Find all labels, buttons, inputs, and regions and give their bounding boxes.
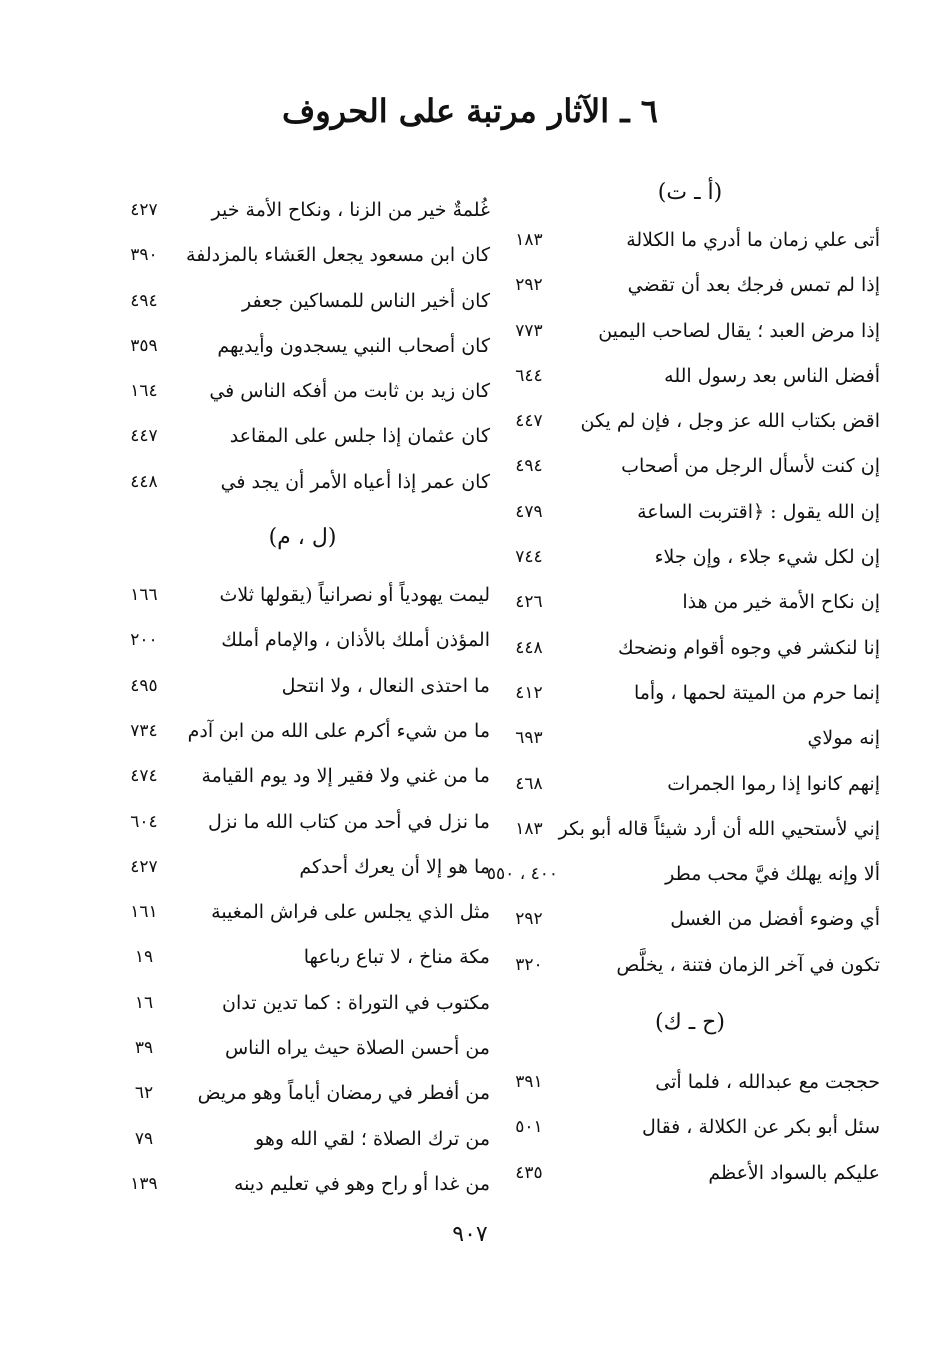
entry-text: من أحسن الصلاة حيث يراه الناس	[224, 1037, 490, 1060]
index-entry	[500, 399, 880, 444]
index-entry	[115, 981, 490, 1026]
entry-text: أتى علي زمان ما أدري ما الكلالة	[626, 229, 880, 251]
index-entry	[500, 309, 880, 354]
index-column-left	[115, 168, 490, 1207]
entry-text: المؤذن أملك بالأذان ، والإمام أملك	[221, 629, 490, 652]
entry-text: ما نزل في أحد من كتاب الله ما نزل	[208, 810, 490, 833]
entry-list	[115, 188, 490, 505]
entry-page-number: ٤٢٧	[130, 200, 158, 220]
index-entry	[115, 460, 490, 505]
entry-text: عليكم بالسواد الأعظم	[708, 1161, 880, 1184]
entry-page-number: ٣٥٩	[130, 335, 158, 356]
entry-text: إن لكل شيء جلاء ، وإن جلاء	[654, 546, 880, 569]
index-entry	[500, 716, 880, 761]
entry-text: إذا لم تمس فرجك بعد أن تقضي	[627, 274, 880, 297]
entry-page-number: ٢٠٠	[130, 630, 158, 651]
index-entry	[115, 709, 490, 754]
index-entry	[115, 233, 490, 278]
index-entry	[500, 444, 880, 489]
entry-text: سئل أبو بكر عن الكلالة ، فقال	[641, 1116, 880, 1139]
entry-text: مكة مناخ ، لا تباع رباعها	[303, 946, 490, 969]
index-entry	[500, 580, 880, 625]
entry-text: اقض بكتاب الله عز وجل ، فإن لم يكن	[580, 410, 880, 433]
entry-text: كان أصحاب النبي يسجدون وأيديهم	[217, 334, 490, 357]
entry-text: أي وضوء أفضل من الغسل	[670, 908, 880, 931]
entry-text: إنه مولاي	[807, 727, 880, 750]
entry-page-number: ٤٢٦	[515, 592, 543, 613]
entry-text: إن نكاح الأمة خير من هذا	[682, 591, 880, 614]
index-entry	[115, 1117, 490, 1162]
entry-text: غُلمةٌ خير من الزنا ، ونكاح الأمة خير	[211, 199, 490, 221]
entry-text: كان ابن مسعود يجعل العَشاء بالمزدلفة	[186, 244, 490, 267]
page-title: ٦ ـ الآثار مرتبة على الحروف	[282, 92, 658, 130]
entry-text: ما هو إلا أن يعرك أحدكم	[299, 855, 490, 878]
entry-page-number: ٤٤٨	[515, 637, 543, 658]
entry-page-number: ٤٣٥	[515, 1162, 543, 1183]
entry-text: ليمت يهودياً أو نصرانياً (يقولها ثلاث	[219, 584, 490, 607]
entry-page-number: ١٨٣	[515, 230, 543, 250]
entry-list	[486, 218, 880, 988]
index-entry	[115, 935, 490, 980]
entry-page-number: ٤١٢	[515, 682, 543, 703]
index-entry	[500, 626, 880, 671]
entry-page-number: ٧٧٣	[515, 320, 543, 341]
entry-page-number: ٣٩	[134, 1038, 154, 1059]
entry-page-number: ٤٠٠ ، ٥٥٠	[486, 864, 558, 885]
entry-text: تكون في آخر الزمان فتنة ، يخلَّص	[616, 953, 880, 976]
index-entry	[500, 897, 880, 942]
index-entry	[500, 807, 880, 852]
entry-page-number: ٤٢٧	[130, 856, 158, 877]
entry-page-number: ٤٩٤	[130, 290, 158, 311]
entry-text: ألا وإنه يهلك فيَّ محب مطر	[665, 863, 880, 886]
entry-page-number: ٤٧٤	[130, 766, 158, 787]
entry-text: من غدا أو راح وهو في تعليم دينه	[234, 1172, 490, 1195]
index-entry	[500, 354, 880, 399]
index-entry	[115, 414, 490, 459]
entry-page-number: ٦٢	[134, 1083, 154, 1104]
index-entry	[500, 762, 880, 807]
entry-page-number: ١٦٤	[130, 381, 158, 402]
index-entry	[115, 324, 490, 369]
entry-list	[115, 573, 490, 1207]
entry-text: إني لأستحيي الله أن أرد شيئاً قاله أبو بكر	[558, 817, 880, 840]
entry-page-number: ٦٤٤	[515, 365, 543, 386]
index-entry	[115, 845, 490, 890]
entry-page-number: ١٦١	[130, 902, 158, 923]
entry-page-number: ٢٩٢	[515, 275, 543, 296]
entry-text: إنا لنكشر في وجوه أقوام ونضحك	[617, 636, 880, 659]
index-entry	[500, 1060, 880, 1105]
entry-text: كان عثمان إذا جلس على المقاعد	[229, 425, 490, 448]
entry-text: ما احتذى النعال ، ولا انتحل	[281, 674, 490, 697]
index-entry	[115, 754, 490, 799]
entry-text: كان عمر إذا أعياه الأمر أن يجد في	[220, 470, 490, 493]
entry-text: حججت مع عبدالله ، فلما أتى	[655, 1071, 880, 1094]
entry-text: إذا مرض العبد ؛ يقال لصاحب اليمين	[598, 319, 880, 342]
index-entry	[500, 490, 880, 535]
entry-page-number: ٣٢٠	[515, 954, 543, 975]
entry-text: أفضل الناس بعد رسول الله	[664, 364, 880, 387]
section-heading-lam-mim: (ل ، م)	[268, 525, 337, 551]
entry-page-number: ٢٩٢	[515, 909, 543, 930]
index-entry	[500, 671, 880, 716]
index-entry	[115, 800, 490, 845]
index-column-right	[486, 168, 880, 1196]
entry-page-number: ٥٠١	[515, 1117, 543, 1138]
index-entry	[486, 852, 880, 897]
index-entry	[500, 263, 880, 308]
entry-text: كان زيد بن ثابت من أفكه الناس في	[209, 380, 490, 403]
index-entry	[500, 218, 880, 263]
entry-page-number: ٤٦٨	[515, 773, 543, 794]
entry-text: من أفطر في رمضان أياماً وهو مريض	[197, 1082, 490, 1105]
entry-page-number: ١٩	[134, 947, 154, 968]
index-entry	[115, 618, 490, 663]
entry-page-number: ٦٠٤	[130, 811, 158, 832]
entry-text: كان أخير الناس للمساكين جعفر	[241, 289, 490, 312]
entry-text: مثل الذي يجلس على فراش المغيبة	[211, 901, 490, 924]
entry-page-number: ٤٩٤	[515, 456, 543, 477]
index-entry	[500, 535, 880, 580]
section-heading-ha-kaf: (ح ـ ك)	[655, 1010, 725, 1036]
entry-page-number: ١٦	[134, 992, 154, 1013]
entry-text: إنهم كانوا إذا رموا الجمرات	[667, 772, 880, 795]
entry-page-number: ٧٤٤	[515, 547, 543, 568]
index-entry	[115, 279, 490, 324]
entry-list	[500, 1060, 880, 1196]
entry-page-number: ٧٩	[134, 1128, 154, 1149]
index-entry	[500, 1151, 880, 1196]
entry-page-number: ٧٣٤	[130, 720, 158, 741]
entry-page-number: ٤٩٥	[130, 675, 158, 696]
entry-text: ما من غني ولا فقير إلا ود يوم القيامة	[201, 765, 490, 788]
index-entry	[115, 664, 490, 709]
entry-page-number: ٤٤٨	[130, 471, 158, 492]
page-number: ٩٠٧	[452, 1222, 488, 1247]
entry-page-number: ٤٤٧	[130, 426, 158, 447]
entry-page-number: ١٣٩	[130, 1173, 158, 1194]
entry-text: ما من شيء أكرم على الله من ابن آدم	[187, 719, 490, 742]
index-entry	[115, 890, 490, 935]
entry-page-number: ٦٩٣	[515, 728, 543, 749]
entry-text: مكتوب في التوراة : كما تدين تدان	[221, 991, 490, 1014]
entry-text: من ترك الصلاة ؛ لقي الله وهو	[255, 1127, 490, 1150]
index-entry	[115, 1026, 490, 1071]
index-entry	[115, 1162, 490, 1207]
entry-text: إنما حرم من الميتة لحمها ، وأما	[633, 681, 880, 704]
entry-text: إن الله يقول : ﴿اقتربت الساعة	[637, 500, 880, 523]
entry-page-number: ٤٤٧	[515, 411, 543, 432]
index-entry	[500, 1105, 880, 1150]
entry-page-number: ٣٩١	[515, 1072, 543, 1093]
index-entry	[115, 1071, 490, 1116]
entry-text: إن كنت لأسأل الرجل من أصحاب	[621, 455, 880, 478]
entry-page-number: ٤٧٩	[515, 501, 543, 522]
index-entry	[500, 943, 880, 988]
section-heading-alif-ta: (أ ـ ت)	[657, 180, 723, 205]
entry-page-number: ٣٩٠	[130, 245, 158, 266]
index-entry	[115, 188, 490, 233]
index-entry	[115, 369, 490, 414]
entry-page-number: ١٨٣	[515, 818, 543, 839]
entry-page-number: ١٦٦	[130, 585, 158, 606]
index-entry	[115, 573, 490, 618]
